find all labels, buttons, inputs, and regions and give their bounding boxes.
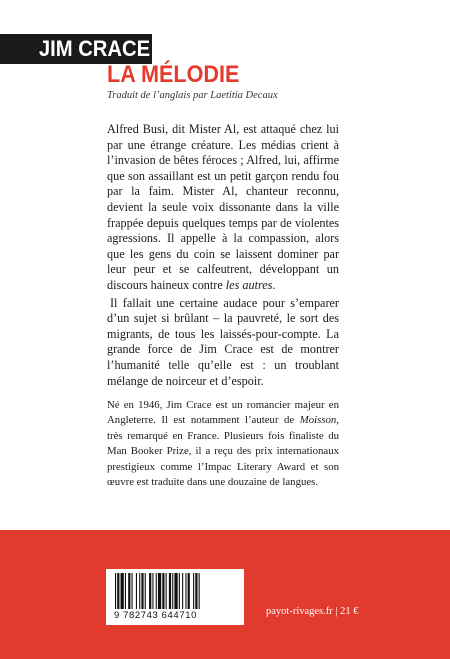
summary-paragraph-2: Il fallait une certaine audace pour s’emparer d’un sujet si brûlant – la pauvreté, le sort des migrants, de tous les laissés-pour-compte. La grande force de Jim Crace est de montrer l’humanité telle qu’elle est : un troublant mélange de noirceur et d’espoir. (107, 295, 339, 388)
summary-p1-emphasis: les autres (225, 277, 273, 292)
bio-text-end: , très remarqué en France. Plusieurs fois finaliste du Man Booker Prize, il a reçu des prix internationaux prestigieux comme l’Impac Literary Award et son œuvre est traduite dans une douzaine de langues. (107, 414, 339, 489)
bio-book-title: Moisson (299, 414, 337, 427)
publisher-price: payot-rivages.fr | 21 € (266, 606, 359, 617)
summary-p1-end: . (272, 277, 276, 292)
author-bio (107, 398, 339, 490)
bio-text-start: Né en 1946, Jim Crace est un romancier majeur en Angleterre. Il est notamment l’auteur de (107, 399, 339, 427)
book-title: LA MÉLODIE (107, 61, 240, 88)
translator-credit: Traduit de l’anglais par Laetitia Decaux (107, 90, 278, 101)
barcode-digits: 9 782743 644710 (114, 610, 197, 621)
summary-text (107, 122, 339, 389)
bio-paragraph (107, 398, 339, 490)
barcode (106, 569, 244, 625)
barcode-bars (115, 573, 235, 611)
summary-p1-text: Alfred Busi, dit Mister Al, est attaqué chez lui par une étrange créature. Les médias crient à l’invasion de bêtes féroces ; Alfred, lui, affirme que son assaillant est un petit garçon rendu fou par la faim. Mister Al, chanteur reconnu, devient la seule voix dissonante dans la ville frappée depuis quelques temps par de violentes agressions. Il appelle à la compassion, alors que les gens du coin se laissent dominer par leur peur et se calfeutrent, développant un discours haineux contre (107, 122, 339, 292)
summary-paragraph-1 (107, 122, 339, 294)
author-name: JIM CRACE (38, 36, 151, 61)
